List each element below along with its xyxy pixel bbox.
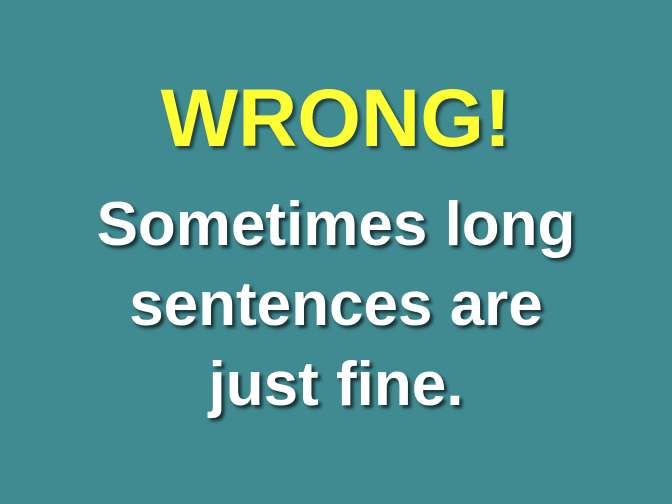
slide-body [0, 185, 672, 425]
body-line-1: Sometimes long [96, 190, 576, 259]
body-line-2: sentences are [129, 270, 543, 339]
body-line-3: just fine. [208, 350, 464, 419]
headline: WRONG! [160, 73, 512, 164]
